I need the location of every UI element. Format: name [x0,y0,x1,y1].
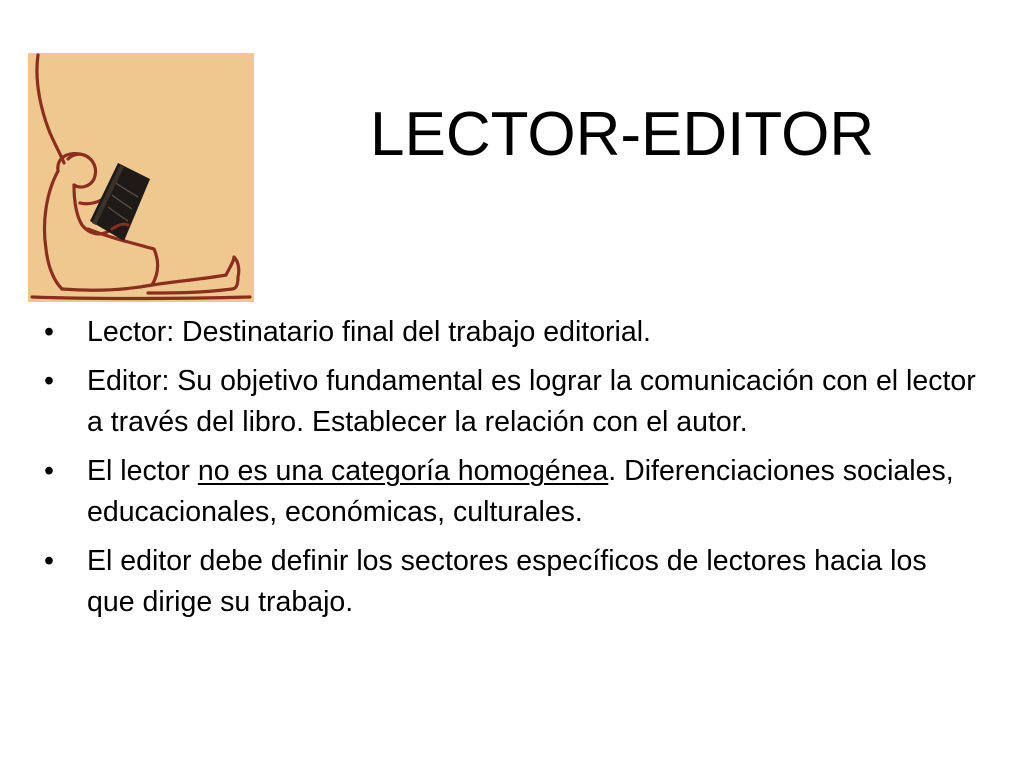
bullet-item [42,541,982,623]
bullet-list [42,312,982,631]
bullet-text-suffix: . Diferenciaciones sociales, educacionales, económicas, culturales. [87,455,954,528]
reader-with-book-icon [28,53,254,302]
bullet-item [42,451,982,533]
bullet-icon: • [44,545,54,577]
bullet-icon: • [44,365,54,397]
bullet-text: El editor debe definir los sectores específicos de lectores hacia los que dirige su trabajo. [87,545,927,618]
bullet-text-prefix: El lector [87,455,198,487]
bullet-icon: • [44,316,54,348]
bullet-item [42,361,982,443]
slide-title: LECTOR-EDITOR [370,100,875,169]
bullet-icon: • [44,455,54,487]
bullet-text: Editor: Su objetivo fundamental es lograr la comunicación con el lector a través del libro. Establecer la relación con el autor. [87,365,976,438]
bullet-text: Lector: Destinatario final del trabajo editorial. [87,316,651,348]
bullet-item [42,312,982,353]
bullet-underlined-phrase: no es una categoría homogénea [197,455,609,487]
